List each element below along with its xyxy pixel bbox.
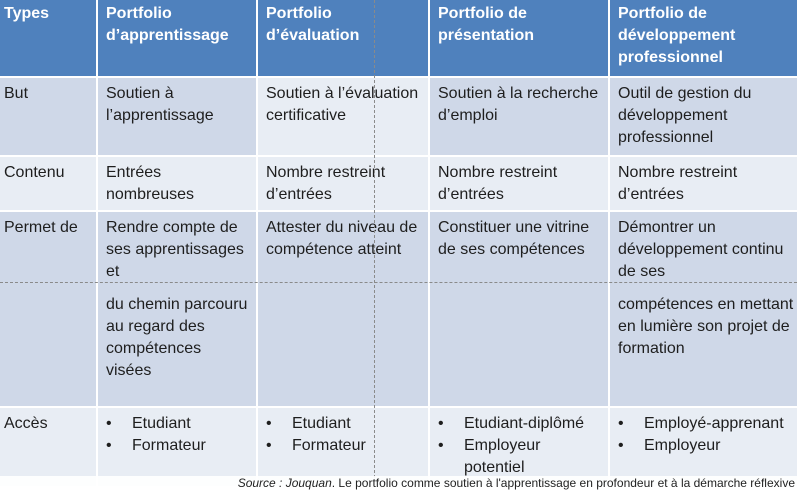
cell-contenu-developpement: Nombre restreint d’entrées [610, 157, 797, 210]
list-item: • Employeur [618, 435, 797, 457]
cell-permet-presentation [430, 212, 608, 406]
header-types: Types [0, 0, 96, 76]
source-caption [0, 476, 797, 503]
cell-but-developpement: Outil de gestion du développement professionnel [610, 78, 797, 155]
cell-permet-apprentissage [98, 212, 256, 406]
cell-but-presentation: Soutien à la recherche d’emploi [430, 78, 608, 155]
acces-list [106, 413, 248, 457]
cell-permet-evaluation [258, 212, 428, 406]
cell-acces-presentation [430, 408, 608, 486]
acces-list [618, 413, 797, 457]
cell-acces-apprentissage [98, 408, 256, 486]
list-item: • Formateur [106, 435, 248, 457]
source-text: . Le portfolio comme soutien à l'apprentissage en profondeur et à la démarche réflexive [331, 476, 795, 490]
cell-permet-developpement-bottom: compétences en mettant en lumière son projet de formation [618, 296, 794, 357]
source-label: Source : Jouquan [237, 476, 332, 490]
cell-permet-evaluation-top: Attester du niveau de compétence atteint [266, 219, 418, 258]
list-item: • Etudiant [266, 413, 420, 435]
cell-permet-developpement-top: Démontrer un développement continu de ses [618, 219, 784, 280]
list-item: • Etudiant [106, 413, 248, 435]
cell-contenu-evaluation: Nombre restreint d’entrées [258, 157, 428, 210]
cell-contenu-presentation: Nombre restreint d’entrées [430, 157, 608, 210]
header-portfolio-apprentissage: Portfolio d’apprentissage [98, 0, 256, 76]
cell-permet-apprentissage-bottom: du chemin parcouru au regard des compétences visées [106, 296, 248, 379]
cell-acces-evaluation [258, 408, 428, 486]
dashed-horizontal-guide [0, 282, 797, 283]
cell-but-evaluation: Soutien à l’évaluation certificative [258, 78, 428, 155]
cell-acces-developpement [610, 408, 797, 486]
cell-permet-developpement [610, 212, 797, 406]
header-portfolio-presentation: Portfolio de présentation [430, 0, 608, 76]
list-item: • Etudiant-diplômé [438, 413, 600, 435]
row-label-permet: Permet de [0, 212, 96, 406]
dashed-vertical-guide [374, 0, 375, 478]
row-label-acces: Accès [0, 408, 96, 486]
cell-contenu-apprentissage: Entrées nombreuses [98, 157, 256, 210]
header-portfolio-evaluation: Portfolio d’évaluation [258, 0, 428, 76]
list-item: • Employeur potentiel [438, 435, 600, 479]
header-portfolio-developpement: Portfolio de développement professionnel [610, 0, 797, 76]
list-item: • Employé-apprenant [618, 413, 797, 435]
cell-but-apprentissage: Soutien à l’apprentissage [98, 78, 256, 155]
row-label-contenu: Contenu [0, 157, 96, 210]
list-item: • Formateur [266, 435, 420, 457]
cell-permet-presentation-top: Constituer une vitrine de ses compétences [438, 219, 590, 258]
acces-list [266, 413, 420, 457]
row-label-but: But [0, 78, 96, 155]
acces-list [438, 413, 600, 479]
cell-permet-apprentissage-top: Rendre compte de ses apprentissages et [106, 219, 244, 280]
